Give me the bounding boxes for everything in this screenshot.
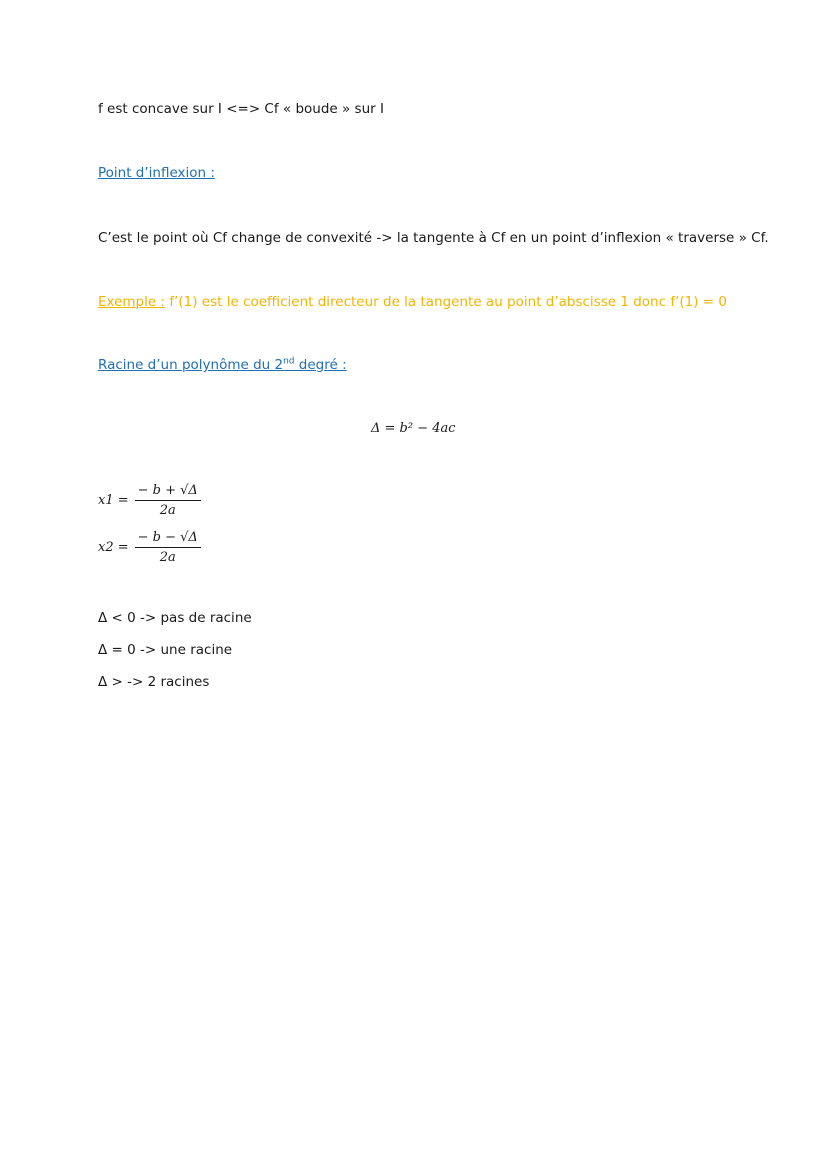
racine-heading [98,357,347,373]
concave-statement: f est concave sur I <=> Cf « boude » sur I [98,101,384,117]
x2-formula [98,530,201,565]
racine-heading-pre: Racine d’un polynôme du 2 [98,357,284,373]
x2-denominator: 2a [159,550,176,565]
delta-case-negative: Δ < 0 -> pas de racine [98,610,252,626]
delta-case-zero: Δ = 0 -> une racine [98,642,233,658]
x1-denominator: 2a [159,503,176,518]
delta-case-positive: Δ > -> 2 racines [98,674,210,690]
delta-formula: Δ = b² − 4ac [371,421,456,436]
inflexion-heading: Point d’inflexion : [98,165,215,181]
example-text: f’(1) est le coefficient directeur de la tangente au point d’abscisse 1 donc f’(1) = 0 [165,294,727,310]
example-label: Exemple : [98,294,166,310]
x2-fraction [135,530,201,565]
inflexion-definition: C’est le point où Cf change de convexité -> la tangente à Cf en un point d’inflexion « traverse » Cf. [98,230,769,246]
example-line [98,294,727,310]
racine-heading-sup: nd [283,356,295,367]
x2-lhs: x2 = [98,540,129,555]
x1-numerator: − b + √Δ [135,483,201,501]
racine-heading-post: degré : [294,357,347,373]
x2-numerator: − b − √Δ [135,530,201,548]
x1-fraction [135,483,201,518]
x1-lhs: x1 = [98,493,129,508]
x1-formula [98,483,201,518]
